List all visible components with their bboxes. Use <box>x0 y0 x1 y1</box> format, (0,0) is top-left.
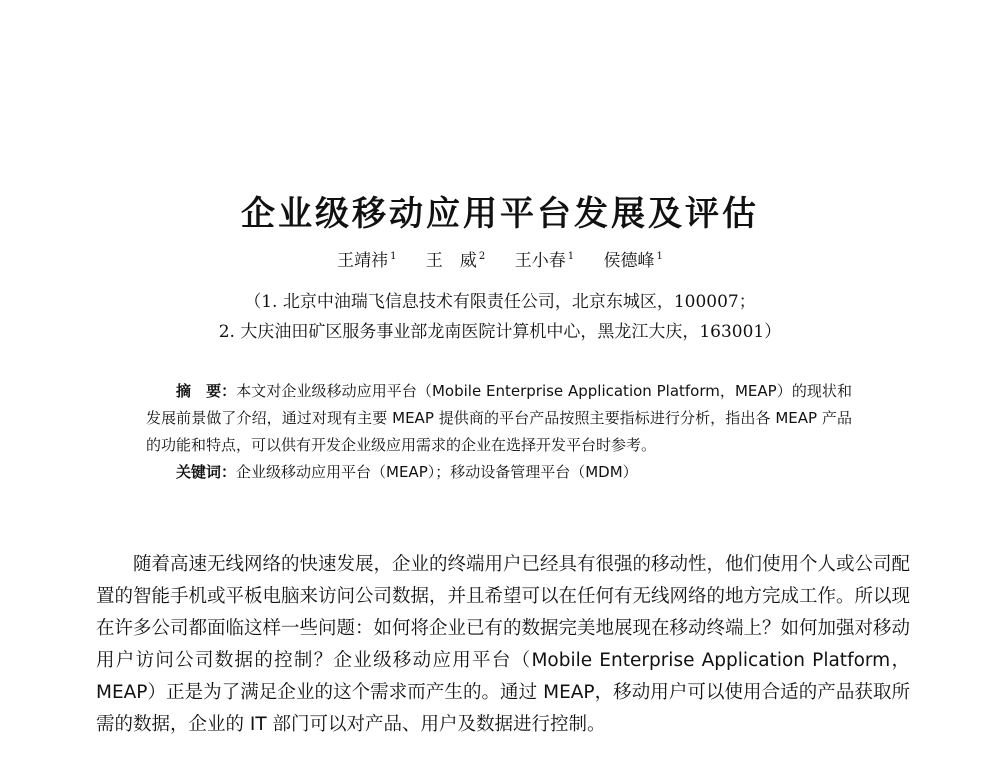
affiliation-1: （1. 北京中油瑞飞信息技术有限责任公司，北京东城区，100007； <box>244 292 756 312</box>
affiliation-marker: 1 <box>390 251 397 263</box>
author-list <box>0 246 1000 271</box>
author <box>426 251 485 271</box>
author <box>515 251 574 271</box>
abstract-text: 本文对企业级移动应用平台（Mobile Enterprise Application Platform，MEAP）的现状和发展前景做了介绍，通过对现有主要 MEAP 提供商的平台产品按照主要指标进行分析，指出各 MEAP 产品的功能和特点，可以供有开发企业级应用需求的企业在选择开发平台时参考。 <box>146 382 852 454</box>
abstract-section <box>146 378 852 486</box>
abstract-label: 摘 要： <box>176 382 237 400</box>
author <box>603 251 662 271</box>
body-paragraph: 随着高速无线网络的快速发展，企业的终端用户已经具有很强的移动性，他们使用个人或公司配置的智能手机或平板电脑来访问公司数据，并且希望可以在任何有无线网络的地方完成工作。所以现在许多公司都面临这样一些问题：如何将企业已有的数据完美地展现在移动终端上？如何加强对移动用户访问公司数据的控制？企业级移动应用平台（Mobile Enterprise Application Platform，MEAP）正是为了满足企业的这个需求而产生的。通过 MEAP，移动用户可以使用合适的产品获取所需的数据，企业的 IT 部门可以对产品、用户及数据进行控制。 <box>96 554 911 735</box>
author-name: 王 威 <box>425 251 477 271</box>
keywords-label: 关键词： <box>176 463 237 481</box>
author-name: 王靖祎 <box>337 251 389 271</box>
keywords-text: 企业级移动应用平台（MEAP）；移动设备管理平台（MDM） <box>236 463 638 481</box>
affiliation-marker: 1 <box>656 251 663 263</box>
body-section <box>96 549 910 741</box>
author <box>337 251 396 271</box>
affiliation-2: 2. 大庆油田矿区服务事业部龙南医院计算机中心，黑龙江大庆，163001） <box>218 322 782 342</box>
keywords-paragraph <box>146 459 852 486</box>
author-name: 侯德峰 <box>603 251 655 271</box>
paper-title: 企业级移动应用平台发展及评估 <box>241 194 759 234</box>
abstract-paragraph <box>146 378 852 459</box>
affiliation-marker: 1 <box>567 251 575 263</box>
author-name: 王小春 <box>514 251 566 271</box>
affiliation-marker: 2 <box>478 251 486 263</box>
